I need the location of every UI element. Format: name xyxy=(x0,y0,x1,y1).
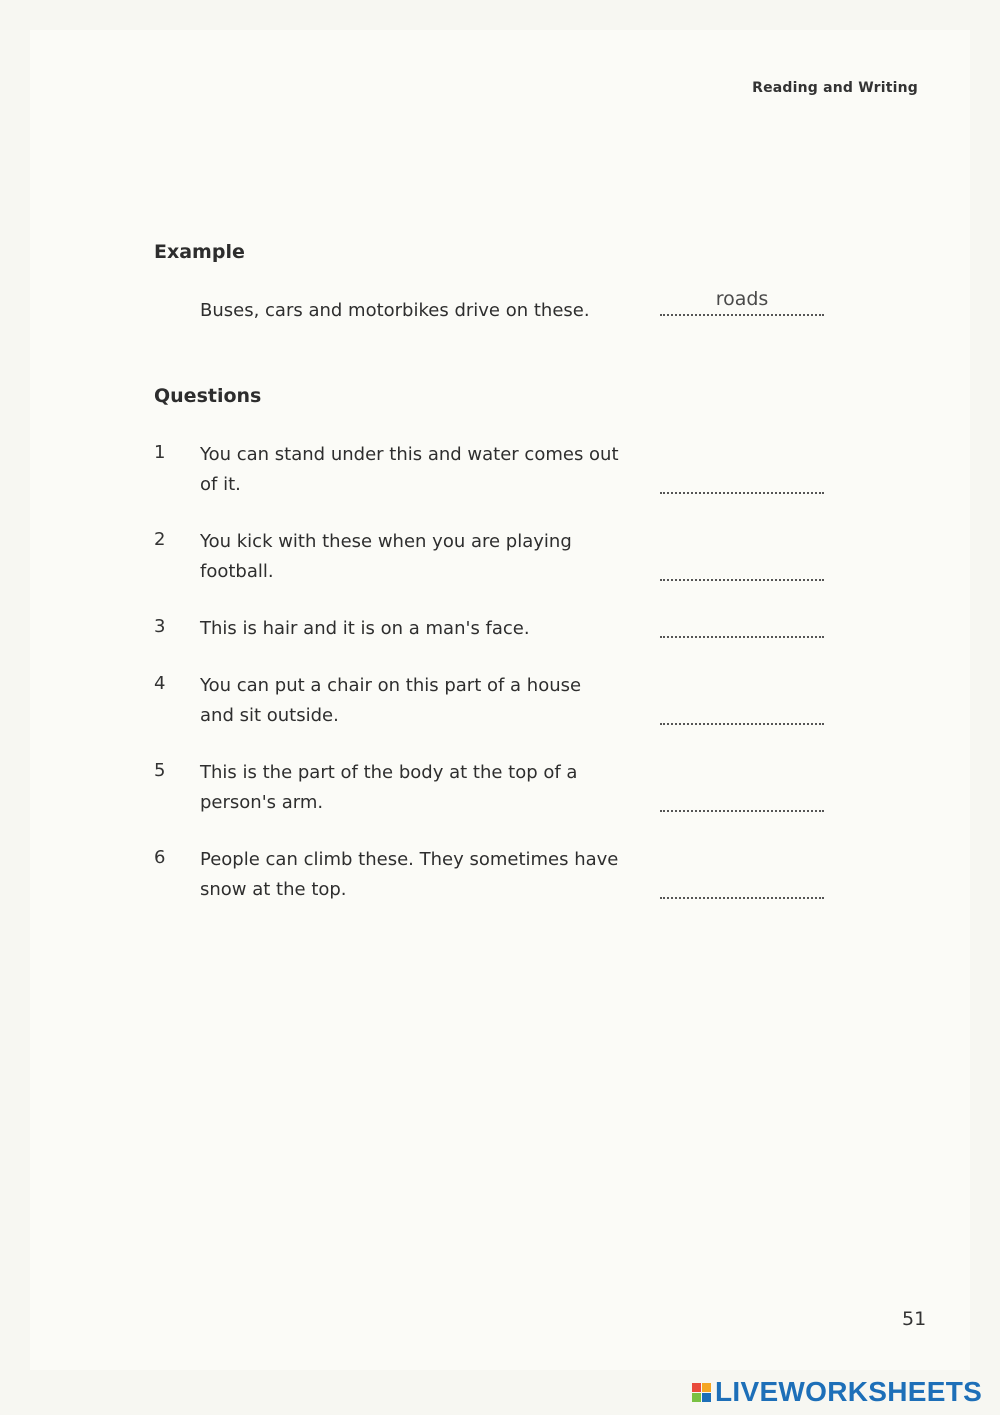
question-number: 6 xyxy=(154,847,166,868)
answer-input-6[interactable] xyxy=(660,867,824,899)
question-text: People can climb these. They sometimes have snow at the top. xyxy=(200,849,619,900)
answer-input-4[interactable] xyxy=(660,693,824,725)
example-answer: roads xyxy=(660,284,824,316)
question-number: 4 xyxy=(154,673,166,694)
question-text: You can stand under this and water comes out of it. xyxy=(200,444,619,495)
example-text: Buses, cars and motorbikes drive on these. xyxy=(200,300,590,321)
question-text: This is the part of the body at the top of a person's arm. xyxy=(200,762,578,813)
brand-name: LIVEWORKSHEETS xyxy=(715,1376,983,1407)
liveworksheets-logo-icon xyxy=(692,1383,711,1402)
logo-square-green xyxy=(692,1393,701,1402)
example-heading: Example xyxy=(154,241,245,263)
logo-square-red xyxy=(692,1383,701,1392)
question-text: You can put a chair on this part of a house and sit outside. xyxy=(200,675,582,726)
question-text: This is hair and it is on a man's face. xyxy=(200,618,530,639)
question-number: 1 xyxy=(154,442,166,463)
answer-input-1[interactable] xyxy=(660,462,824,494)
liveworksheets-brand[interactable] xyxy=(692,1376,982,1408)
answer-input-3[interactable] xyxy=(660,606,824,638)
question-number: 5 xyxy=(154,760,166,781)
page-number: 51 xyxy=(902,1308,927,1330)
answer-input-2[interactable] xyxy=(660,549,824,581)
logo-square-orange xyxy=(702,1383,711,1392)
answer-input-5[interactable] xyxy=(660,780,824,812)
question-number: 3 xyxy=(154,616,166,637)
logo-square-blue xyxy=(702,1393,711,1402)
question-text: You kick with these when you are playing football. xyxy=(200,531,572,582)
page-header-title: Reading and Writing xyxy=(752,80,918,96)
question-number: 2 xyxy=(154,529,166,550)
questions-heading: Questions xyxy=(154,385,262,407)
